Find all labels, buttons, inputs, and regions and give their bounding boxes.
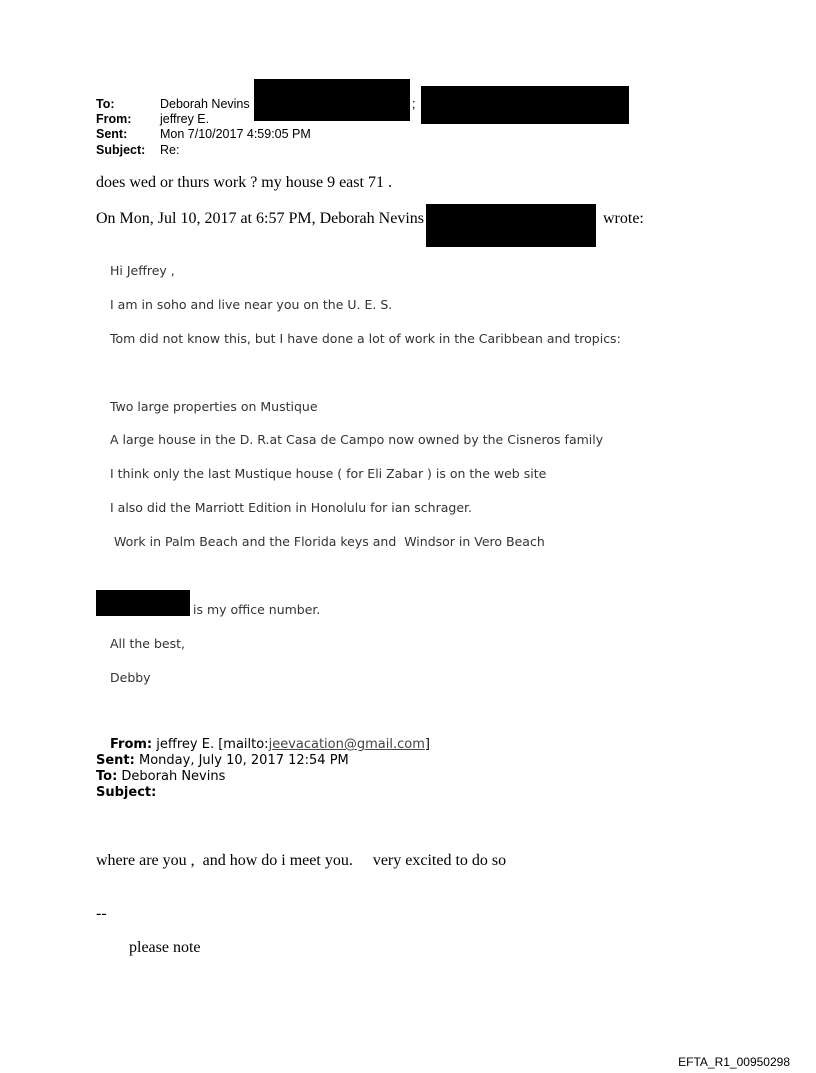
quoted-line: I am in soho and live near you on the U. E. S. <box>110 297 393 312</box>
quoted-line: Tom did not know this, but I have done a lot of work in the Caribbean and tropics: <box>110 331 621 346</box>
redaction-block <box>96 590 190 616</box>
redaction-block <box>421 86 629 124</box>
redaction-block <box>254 79 410 121</box>
header-sent-value: Mon 7/10/2017 4:59:05 PM <box>160 127 311 141</box>
forwarded-to-label: To: <box>96 769 118 784</box>
forwarded-to <box>96 770 225 784</box>
forwarded-to-value: Deborah Nevins <box>121 769 226 784</box>
signature-note: please note <box>129 939 201 956</box>
header-subject-value: Re: <box>160 143 180 157</box>
document-id: EFTA_R1_00950298 <box>678 1055 790 1069</box>
quoted-greeting: Hi Jeffrey , <box>110 263 175 278</box>
quoted-line: I think only the last Mustique house ( for Eli Zabar ) is on the web site <box>110 466 547 481</box>
header-to-value: Deborah Nevins <box>160 97 250 111</box>
forwarded-sent-label: Sent: <box>96 753 135 768</box>
quoted-line: Work in Palm Beach and the Florida keys and Windsor in Vero Beach <box>110 534 545 549</box>
header-to-label: To: <box>96 97 115 111</box>
quoted-office-text: is my office number. <box>193 602 321 617</box>
header-from-value: jeffrey E. <box>160 112 210 126</box>
quoted-line: Two large properties on Mustique <box>110 399 318 414</box>
quoted-line: I also did the Marriott Edition in Honolulu for ian schrager. <box>110 500 472 515</box>
forwarded-sent <box>96 754 349 768</box>
header-subject-label: Subject: <box>96 143 146 157</box>
forwarded-body: where are you , and how do i meet you. very excited to do so <box>96 852 507 869</box>
header-sent-label: Sent: <box>96 127 128 141</box>
reply-body: does wed or thurs work ? my house 9 east 71 . <box>96 174 392 191</box>
forwarded-subject <box>96 786 156 800</box>
quoted-signature: Debby <box>110 670 151 685</box>
quoted-line: A large house in the D. R.at Casa de Campo now owned by the Cisneros family <box>110 432 604 447</box>
reply-attribution-prefix: On Mon, Jul 10, 2017 at 6:57 PM, Deborah Nevins <box>96 210 424 227</box>
signature-separator: -- <box>96 905 107 922</box>
forwarded-from-close: ] <box>424 737 430 752</box>
header-to-separator: ; <box>412 97 416 111</box>
forwarded-sent-value: Monday, July 10, 2017 12:54 PM <box>139 753 349 768</box>
reply-attribution-suffix: wrote: <box>603 210 644 227</box>
forwarded-subject-label: Subject: <box>96 785 157 800</box>
quoted-closing: All the best, <box>110 636 185 651</box>
forwarded-email-link[interactable]: jeevacation@gmail.com <box>268 737 425 752</box>
redaction-block <box>426 204 596 247</box>
header-from-label: From: <box>96 112 132 126</box>
forwarded-from-label: From: <box>110 737 153 752</box>
forwarded-from <box>110 738 430 752</box>
forwarded-from-value: jeffrey E. [mailto: <box>156 737 269 752</box>
